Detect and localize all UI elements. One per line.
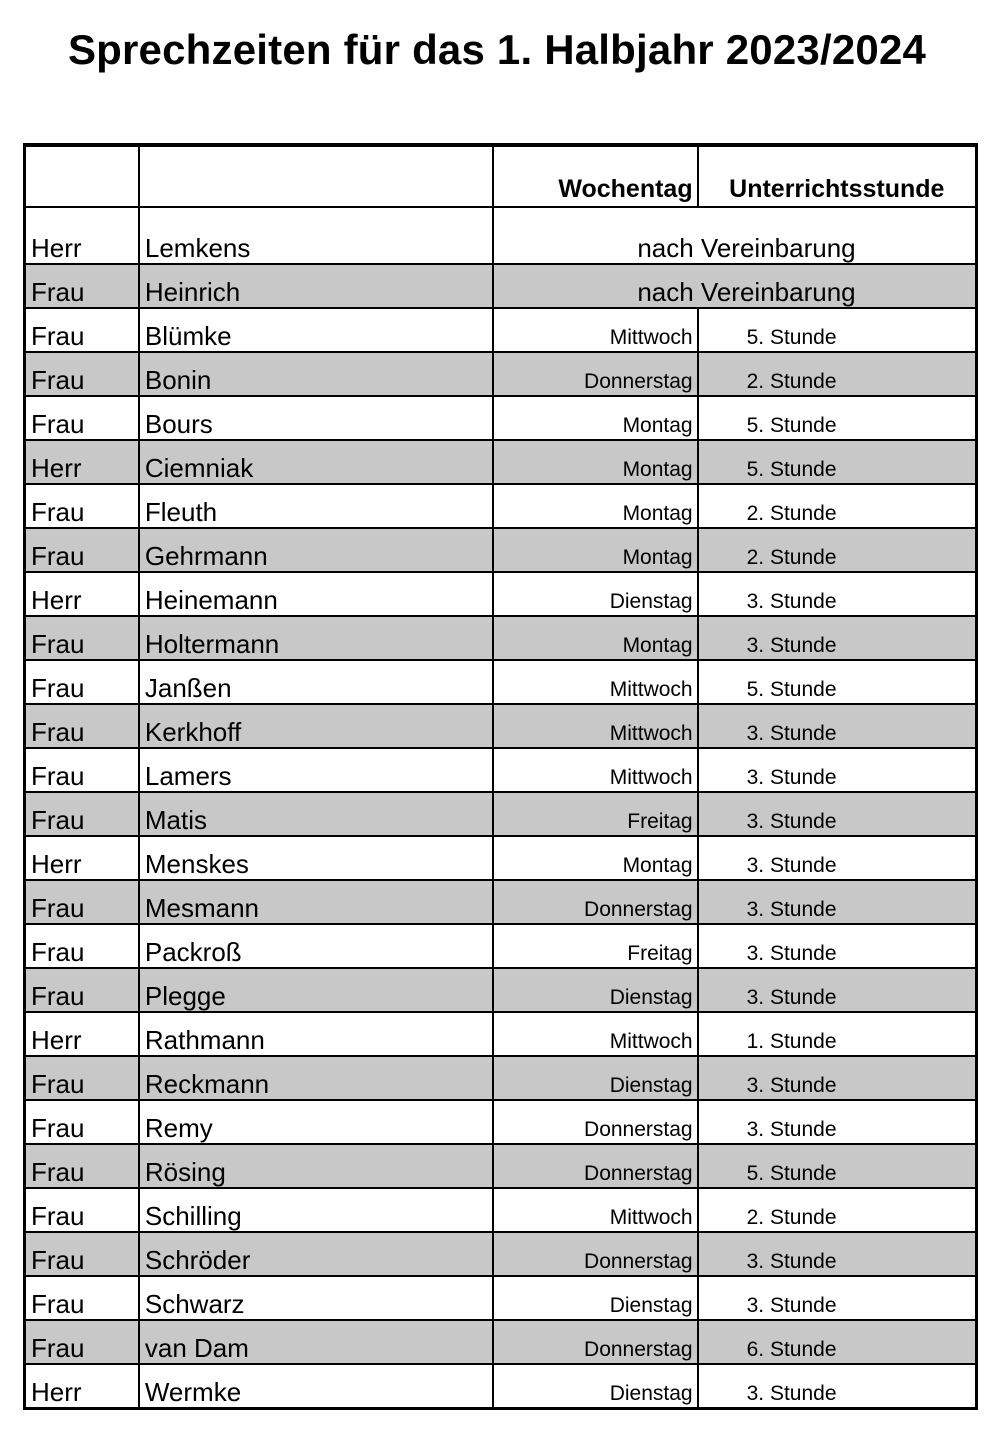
table-row	[25, 792, 977, 836]
lesson-cell: 6. Stunde	[698, 1320, 977, 1364]
name-cell: Schwarz	[139, 1276, 493, 1320]
table-row	[25, 1012, 977, 1056]
table-row	[25, 572, 977, 616]
lesson-cell: 3. Stunde	[698, 880, 977, 924]
salutation-cell: Frau	[25, 660, 139, 704]
name-cell: Holtermann	[139, 616, 493, 660]
name-cell: Plegge	[139, 968, 493, 1012]
table-row	[25, 1276, 977, 1320]
salutation-cell: Frau	[25, 704, 139, 748]
salutation-cell: Frau	[25, 1276, 139, 1320]
salutation-cell: Herr	[25, 440, 139, 484]
name-cell: Packroß	[139, 924, 493, 968]
name-cell: Bonin	[139, 352, 493, 396]
salutation-cell: Frau	[25, 1056, 139, 1100]
name-cell: Reckmann	[139, 1056, 493, 1100]
header-lesson: Unterrichtsstunde	[698, 145, 977, 207]
lesson-cell: 5. Stunde	[698, 396, 977, 440]
weekday-cell: Donnerstag	[493, 1320, 698, 1364]
weekday-cell: Donnerstag	[493, 352, 698, 396]
table-row	[25, 396, 977, 440]
weekday-cell: Montag	[493, 836, 698, 880]
name-cell: Remy	[139, 1100, 493, 1144]
weekday-cell: Mittwoch	[493, 308, 698, 352]
lesson-cell: 3. Stunde	[698, 616, 977, 660]
name-cell: Schröder	[139, 1232, 493, 1276]
lesson-cell: 3. Stunde	[698, 1276, 977, 1320]
table-body	[25, 207, 977, 1409]
weekday-cell: Freitag	[493, 792, 698, 836]
name-cell: Menskes	[139, 836, 493, 880]
name-cell: Schilling	[139, 1188, 493, 1232]
weekday-cell: Mittwoch	[493, 660, 698, 704]
table-row	[25, 308, 977, 352]
salutation-cell: Frau	[25, 352, 139, 396]
salutation-cell: Frau	[25, 528, 139, 572]
lesson-cell: 3. Stunde	[698, 968, 977, 1012]
lesson-cell: 5. Stunde	[698, 660, 977, 704]
table-row	[25, 968, 977, 1012]
name-cell: Kerkhoff	[139, 704, 493, 748]
consultation-hours-table	[23, 143, 978, 1410]
appointment-note-cell: nach Vereinbarung	[493, 264, 977, 308]
weekday-cell: Donnerstag	[493, 1144, 698, 1188]
name-cell: Ciemniak	[139, 440, 493, 484]
table-row	[25, 748, 977, 792]
weekday-cell: Dienstag	[493, 968, 698, 1012]
lesson-cell: 3. Stunde	[698, 704, 977, 748]
weekday-cell: Montag	[493, 484, 698, 528]
page-title: Sprechzeiten für das 1. Halbjahr 2023/2024	[67, 26, 927, 73]
salutation-cell: Frau	[25, 792, 139, 836]
name-cell: Janßen	[139, 660, 493, 704]
salutation-cell: Frau	[25, 748, 139, 792]
table-header-row	[25, 145, 977, 207]
name-cell: van Dam	[139, 1320, 493, 1364]
weekday-cell: Dienstag	[493, 1364, 698, 1409]
weekday-cell: Dienstag	[493, 572, 698, 616]
weekday-cell: Mittwoch	[493, 1188, 698, 1232]
header-weekday: Wochentag	[493, 145, 698, 207]
lesson-cell: 3. Stunde	[698, 1056, 977, 1100]
salutation-cell: Frau	[25, 1144, 139, 1188]
name-cell: Rathmann	[139, 1012, 493, 1056]
salutation-cell: Frau	[25, 1100, 139, 1144]
salutation-cell: Frau	[25, 616, 139, 660]
weekday-cell: Donnerstag	[493, 1100, 698, 1144]
salutation-cell: Frau	[25, 968, 139, 1012]
table-row	[25, 660, 977, 704]
lesson-cell: 2. Stunde	[698, 352, 977, 396]
table-row	[25, 704, 977, 748]
name-cell: Heinemann	[139, 572, 493, 616]
weekday-cell: Dienstag	[493, 1276, 698, 1320]
table-row	[25, 836, 977, 880]
name-cell: Lamers	[139, 748, 493, 792]
weekday-cell: Donnerstag	[493, 880, 698, 924]
table-row	[25, 352, 977, 396]
salutation-cell: Frau	[25, 1320, 139, 1364]
name-cell: Blümke	[139, 308, 493, 352]
name-cell: Mesmann	[139, 880, 493, 924]
lesson-cell: 3. Stunde	[698, 836, 977, 880]
table-row	[25, 528, 977, 572]
table-row	[25, 1056, 977, 1100]
salutation-cell: Frau	[25, 308, 139, 352]
salutation-cell: Frau	[25, 484, 139, 528]
salutation-cell: Herr	[25, 572, 139, 616]
lesson-cell: 3. Stunde	[698, 924, 977, 968]
name-cell: Fleuth	[139, 484, 493, 528]
weekday-cell: Mittwoch	[493, 1012, 698, 1056]
weekday-cell: Mittwoch	[493, 704, 698, 748]
lesson-cell: 2. Stunde	[698, 528, 977, 572]
table-row	[25, 264, 977, 308]
weekday-cell: Montag	[493, 440, 698, 484]
lesson-cell: 3. Stunde	[698, 572, 977, 616]
weekday-cell: Donnerstag	[493, 1232, 698, 1276]
salutation-cell: Herr	[25, 836, 139, 880]
salutation-cell: Herr	[25, 207, 139, 264]
weekday-cell: Mittwoch	[493, 748, 698, 792]
salutation-cell: Frau	[25, 264, 139, 308]
name-cell: Lemkens	[139, 207, 493, 264]
weekday-cell: Montag	[493, 396, 698, 440]
table-row	[25, 1188, 977, 1232]
salutation-cell: Herr	[25, 1364, 139, 1409]
salutation-cell: Frau	[25, 1232, 139, 1276]
lesson-cell: 3. Stunde	[746, 1382, 837, 1405]
table-row	[25, 207, 977, 264]
table-row	[25, 1320, 977, 1364]
weekday-cell: Montag	[493, 528, 698, 572]
salutation-cell: Frau	[25, 396, 139, 440]
name-cell: Gehrmann	[139, 528, 493, 572]
lesson-cell: 3. Stunde	[698, 748, 977, 792]
name-cell: Wermke	[139, 1364, 493, 1409]
salutation-cell: Frau	[25, 880, 139, 924]
salutation-cell: Frau	[25, 1188, 139, 1232]
table-row	[25, 484, 977, 528]
table-row	[25, 1144, 977, 1188]
lesson-cell: 5. Stunde	[698, 308, 977, 352]
lesson-cell: 3. Stunde	[698, 1232, 977, 1276]
lesson-cell: 5. Stunde	[698, 1144, 977, 1188]
lesson-cell: 3. Stunde	[698, 792, 977, 836]
weekday-cell: Montag	[493, 616, 698, 660]
name-cell: Bours	[139, 396, 493, 440]
lesson-cell: 2. Stunde	[698, 484, 977, 528]
lesson-cell: 5. Stunde	[698, 440, 977, 484]
weekday-cell: Freitag	[493, 924, 698, 968]
lesson-cell: 2. Stunde	[698, 1188, 977, 1232]
table-row	[25, 880, 977, 924]
lesson-cell: 1. Stunde	[698, 1012, 977, 1056]
appointment-note-cell: nach Vereinbarung	[493, 207, 977, 264]
salutation-cell: Herr	[25, 1012, 139, 1056]
weekday-cell: Dienstag	[493, 1056, 698, 1100]
name-cell: Matis	[139, 792, 493, 836]
table-row	[25, 1100, 977, 1144]
header-salutation	[25, 145, 139, 207]
name-cell: Heinrich	[139, 264, 493, 308]
table-row	[25, 1232, 977, 1276]
lesson-cell: 3. Stunde	[698, 1100, 977, 1144]
table-row	[25, 616, 977, 660]
table-row	[25, 924, 977, 968]
name-cell: Rösing	[139, 1144, 493, 1188]
salutation-cell: Frau	[25, 924, 139, 968]
header-name	[139, 145, 493, 207]
table-row	[25, 1364, 977, 1409]
table-row	[25, 440, 977, 484]
